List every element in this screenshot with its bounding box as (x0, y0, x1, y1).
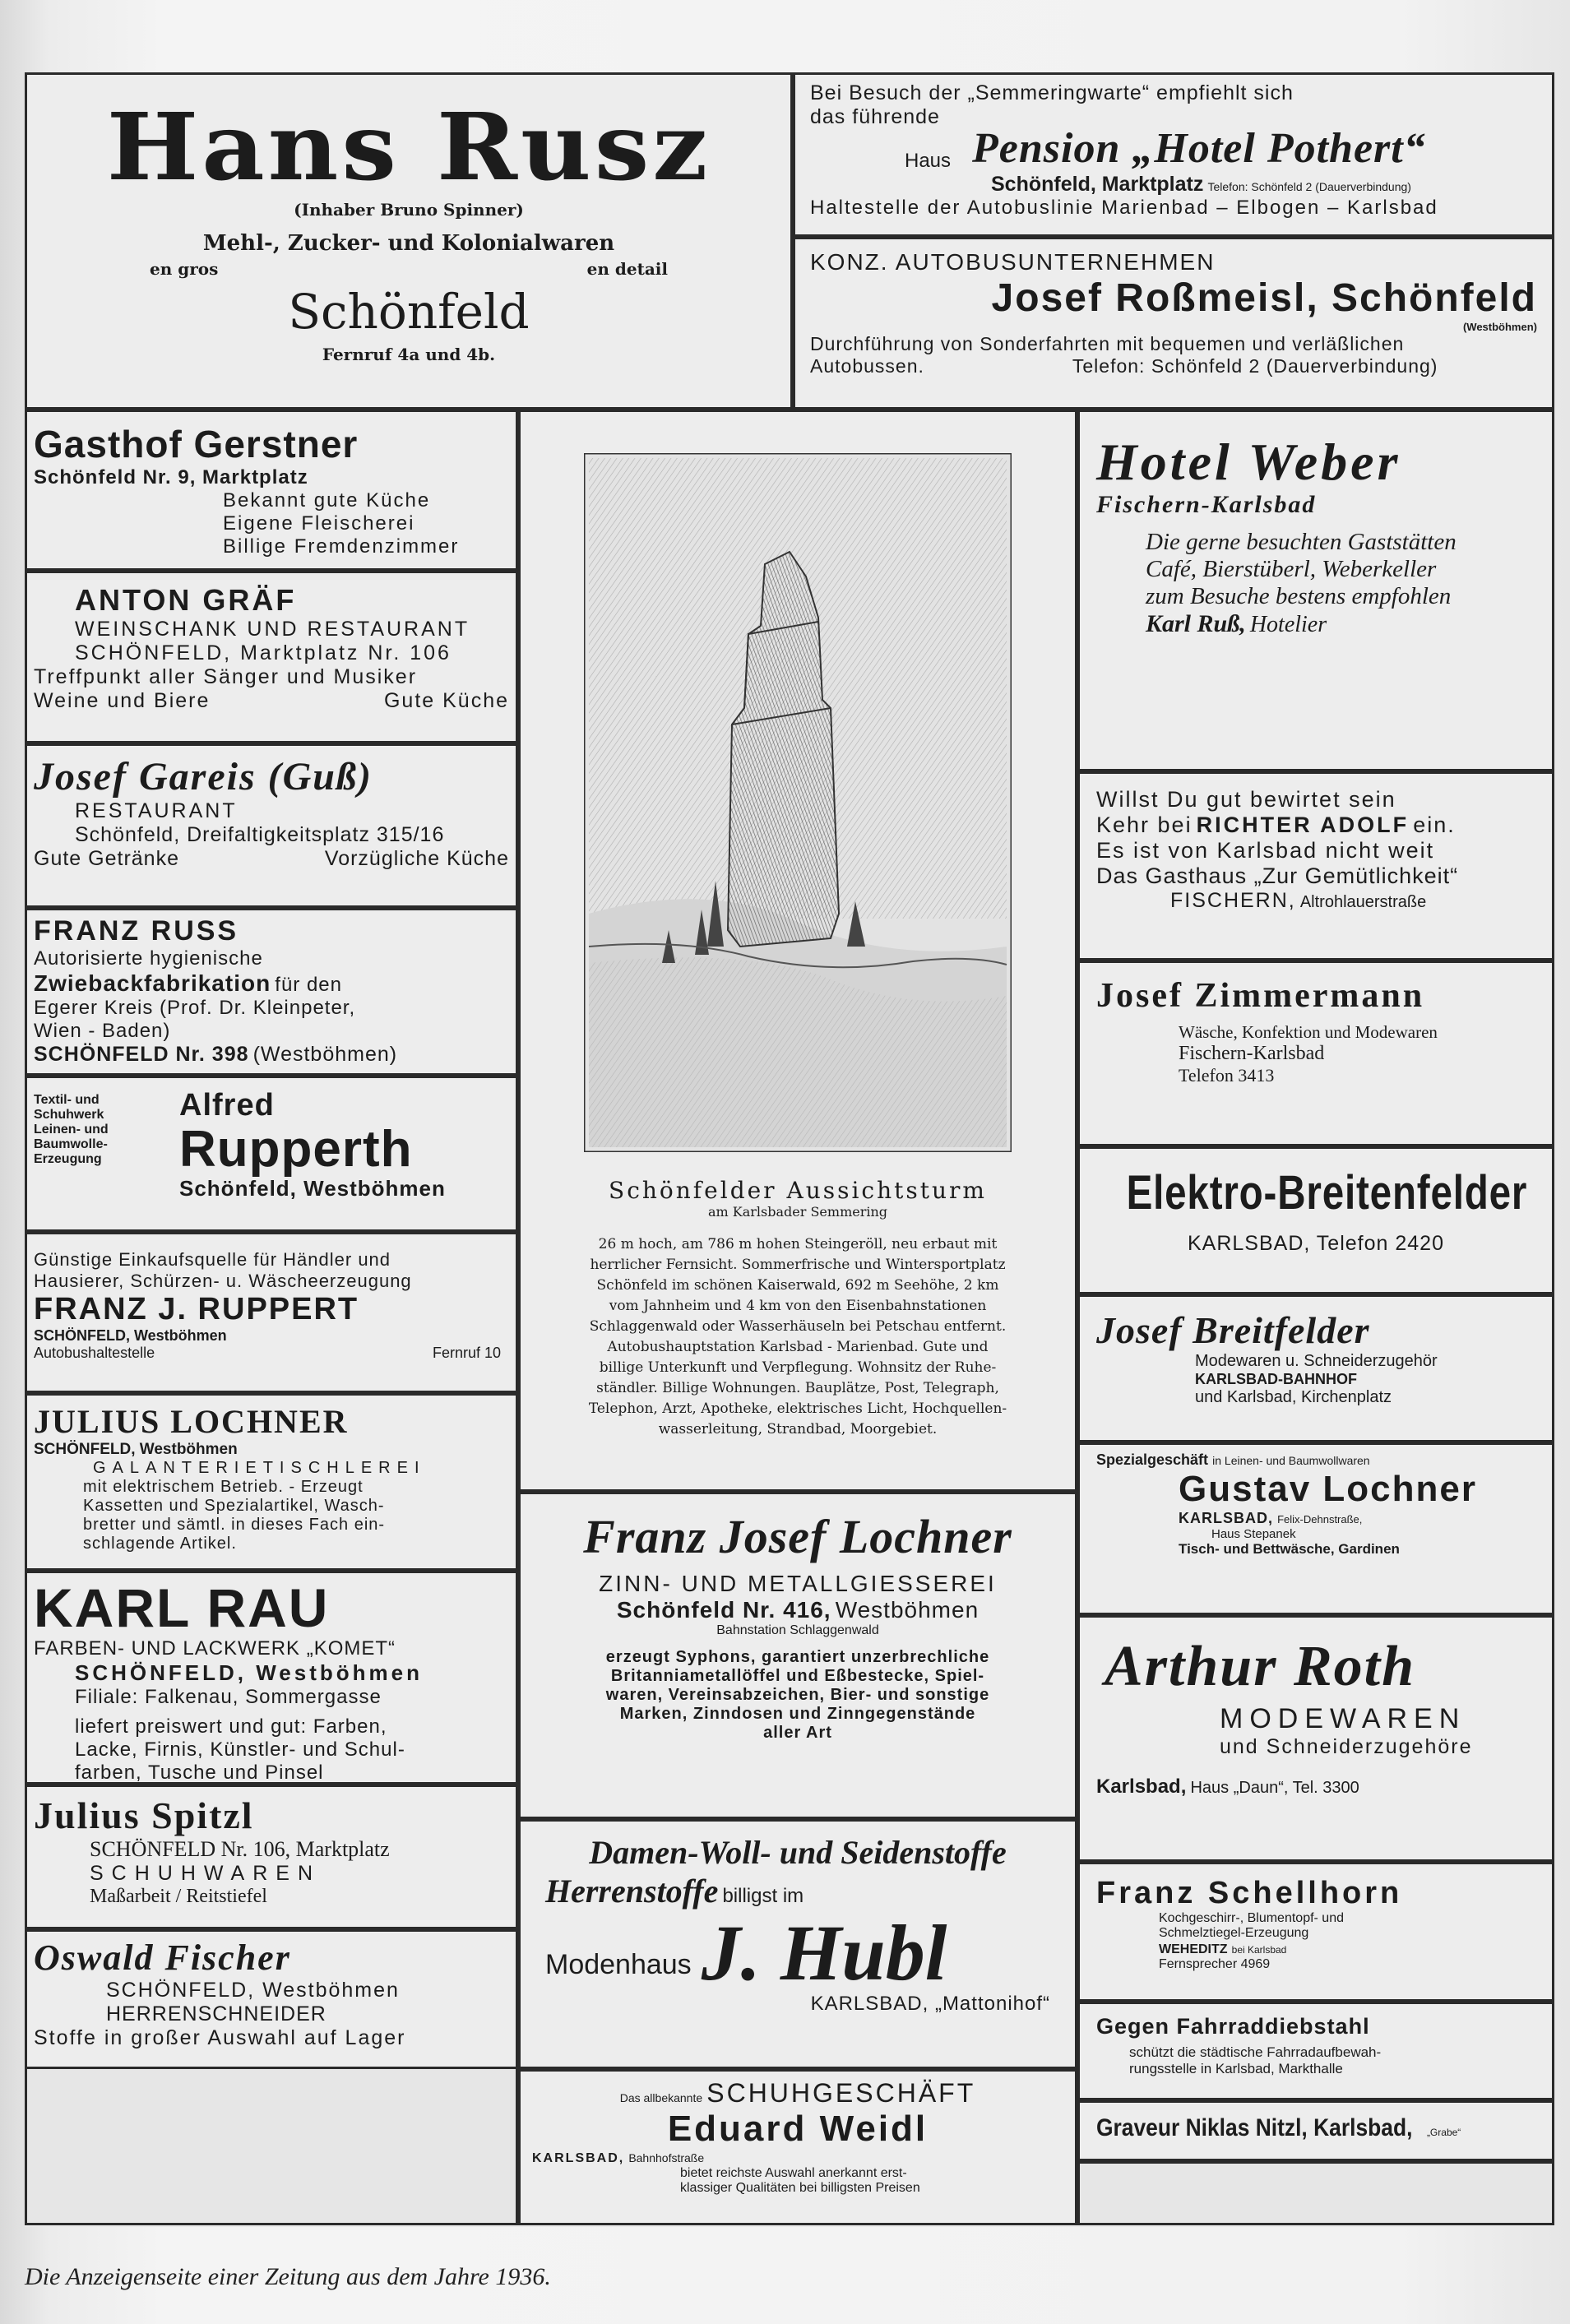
ad-line: Spezialgeschäft (1096, 1451, 1209, 1468)
en-detail: en detail (586, 259, 668, 279)
ad-subtitle: am Karlsbader Semmering (707, 1204, 888, 1220)
russ-last-row (34, 1043, 509, 1067)
ad-town: Karlsbad, (1096, 1775, 1187, 1798)
ad-line: Damen-Woll- und Seidenstoffe (589, 1834, 1007, 1871)
ad-town: KARLSBAD, (1179, 1510, 1273, 1526)
ad-line: Fischern-Karlsbad (1179, 1043, 1325, 1064)
ad-line: Wäsche, Konfektion und Modewaren (1179, 1022, 1438, 1042)
ad-address: Schönfeld Nr. 9, Marktplatz (34, 466, 308, 488)
ad-line: Durchführung von Sonderfahrten mit bequemen und verläßlichen (810, 333, 1405, 354)
ad-title: Pension „Hotel Pothert“ (972, 125, 1426, 172)
ad-line: rungsstelle in Karlsbad, Markthalle (1129, 2061, 1343, 2076)
ad-rossmeisl (793, 237, 1554, 410)
ad-phone: Fernruf 4a und 4b. (322, 345, 496, 364)
ad-line: RESTAURANT (75, 799, 238, 822)
pension-name-row (810, 124, 1537, 173)
ad-title: RICHTER ADOLF (1196, 812, 1410, 837)
ad-line: Es ist von Karlsbad nicht weit (1096, 838, 1435, 863)
rupperth-main (179, 1088, 446, 1201)
ad-title: Arthur Roth (1105, 1635, 1416, 1698)
ad-line: Egerer Kreis (Prof. Dr. Kleinpeter, (34, 997, 356, 1019)
en-gros: en gros (150, 259, 219, 279)
ad-line: Treffpunkt aller Sänger und Musiker (34, 665, 418, 688)
ad-line: Autobussen. (810, 355, 924, 377)
ad-line: Maßarbeit / Reitstiefel (90, 1886, 267, 1907)
roth-row (1096, 1775, 1535, 1799)
ad-franz-josef-lochner (518, 1492, 1077, 1819)
hubl-name-row (545, 1909, 1050, 1997)
ad-josef-breitfelder (1077, 1294, 1554, 1442)
ad-title: Josef Breitfelder (1096, 1309, 1370, 1351)
ad-first-name: Alfred (179, 1088, 275, 1123)
weber-owner-row (1146, 610, 1535, 638)
ad-pension-pothert (793, 72, 1554, 237)
ad-title: J. Hubl (701, 1909, 947, 1997)
ad-line: schlagende Artikel. (83, 1535, 237, 1553)
ad-address: Altrohlauerstraße (1299, 893, 1427, 911)
graef-last-row (34, 689, 509, 713)
ad-line: Wien - Baden) (34, 1020, 171, 1042)
ad-richter-adolf (1077, 771, 1554, 961)
rossmeisl-last-row (810, 355, 1537, 377)
ad-line: Kochgeschirr-, Blumentopf- und (1159, 1911, 1344, 1925)
ad-line: waren, Vereinsabzeichen, Bier- und sonstige (605, 1686, 990, 1704)
ad-line: Stoffe in großer Auswahl auf Lager (34, 2026, 406, 2049)
ad-line: Autorisierte hygienische (34, 947, 263, 970)
ad-header: KONZ. AUTOBUSUNTERNEHMEN (810, 249, 1216, 275)
ad-line: bietet reichste Auswahl anerkannt erst- (680, 2166, 907, 2180)
ad-line: herrlicher Fernsicht. Sommerfrische und Wintersportplatz (590, 1257, 1006, 1273)
ad-town: WEHEDITZ (1159, 1942, 1228, 1956)
ad-title: Elektro-Breitenfelder (1126, 1166, 1528, 1220)
ad-line: zum Besuche bestens empfohlen (1146, 583, 1452, 609)
ad-line: ein. (1413, 812, 1456, 837)
ad-town: Schönfeld (288, 284, 530, 340)
ad-town: SCHÖNFELD, Westböhmen (75, 1660, 423, 1685)
ad-phone: Telefon 3413 (1179, 1065, 1275, 1086)
ad-owner: (Inhaber Bruno Spinner) (294, 200, 524, 220)
ad-aussichtsturm (518, 410, 1077, 1492)
ad-line: für den (275, 974, 342, 996)
ad-phone: KARLSBAD, Telefon 2420 (1187, 1232, 1444, 1255)
ad-title: Josef Gareis (Guß) (34, 755, 373, 799)
page-caption: Die Anzeigenseite einer Zeitung aus dem Jahre 1936. (25, 2263, 551, 2290)
ad-address: Bahnhofstraße (628, 2151, 705, 2164)
ad-niklas-nitzl (1077, 2100, 1554, 2161)
ad-line: und Schneiderzugehöre (1220, 1735, 1473, 1758)
ad-goods: Mehl-, Zucker- und Kolonialwaren (202, 231, 615, 256)
ad-line: Britanniametallöffel und Eßbestecke, Spiel- (610, 1667, 985, 1685)
ad-line: Telephon, Arzt, Apotheke, elektrisches Licht, Hochquellen- (588, 1400, 1007, 1417)
ad-owner-role: Hotelier (1249, 612, 1327, 637)
ad-right-bottom-fill (1077, 2161, 1554, 2225)
richter-last-row (1170, 889, 1535, 913)
ad-line: WEINSCHANK UND RESTAURANT (75, 618, 470, 641)
ad-phone: Fernruf 10 (432, 1345, 501, 1361)
ad-franz-russ (25, 908, 518, 1076)
ad-line: erzeugt Syphons, garantiert unzerbrechliche (605, 1648, 990, 1666)
ad-josef-zimmermann (1077, 961, 1554, 1146)
ad-title: JULIUS LOCHNER (34, 1403, 349, 1440)
ad-line: Modewaren u. Schneiderzugehör (1195, 1352, 1438, 1370)
ad-line: Autobushauptstation Karlsbad - Marienbad. Gute und (607, 1339, 989, 1355)
ad-title: Gasthof Gerstner (34, 423, 359, 465)
ad-line: Bahnstation Schlaggenwald (716, 1623, 879, 1637)
ad-address: bei Karlsbad (1231, 1944, 1287, 1956)
ad-title: Gegen Fahrraddiebstahl (1096, 2014, 1370, 2039)
ad-line: billigst im (722, 1885, 804, 1907)
hubl-row (545, 1872, 1050, 1910)
ad-address: SCHÖNFELD Nr. 398 (34, 1043, 249, 1066)
ad-title: Josef Zimmermann (1096, 977, 1425, 1015)
ad-haus: Haus (905, 150, 952, 172)
ad-address: KARLSBAD, „Mattonihof“ (810, 1993, 1050, 2015)
ad-julius-lochner (25, 1393, 518, 1571)
ad-line: Kassetten und Spezialartikel, Wasch- (83, 1497, 385, 1515)
ad-line: in Leinen- und Baumwollwaren (1212, 1454, 1370, 1467)
ad-side-line: Baumwolle- (34, 1137, 108, 1151)
ad-line: Das Gasthaus „Zur Gemütlichkeit“ (1096, 863, 1459, 888)
ad-line: klassiger Qualitäten bei billigsten Preisen (680, 2181, 920, 2195)
ad-line: Die gerne besuchten Gaststätten (1146, 529, 1457, 555)
ad-oswald-fischer (25, 1929, 518, 2069)
ad-title: Franz Schellhorn (1096, 1876, 1403, 1910)
ad-line: SCHÖNFELD, Westböhmen (34, 1327, 227, 1344)
ad-line: wasserleitung, Strandbad, Moorgebiet. (658, 1421, 938, 1437)
ad-line: SCHÖNFELD, Marktplatz Nr. 106 (75, 641, 452, 664)
tower-text (537, 1177, 1058, 1440)
ad-line: Günstige Einkaufsquelle für Händler und (34, 1249, 391, 1270)
ad-line: Marken, Zinndosen und Zinngegenstände (619, 1705, 976, 1723)
ad-alfred-rupperth (25, 1076, 518, 1232)
ad-line: SCHUHWAREN (90, 1862, 322, 1885)
ad-line: Autobushaltestelle (34, 1345, 155, 1361)
ad-line: Lacke, Firnis, Künstler- und Schul- (75, 1738, 405, 1761)
ad-address: Felix-Dehnstraße, (1277, 1513, 1363, 1525)
tower-illustration (584, 453, 1012, 1152)
ad-line: Willst Du gut bewirtet sein (1096, 787, 1396, 812)
ad-line: Eigene Fleischerei (223, 512, 415, 535)
ad-title: Julius Spitzl (34, 1794, 254, 1836)
ad-title: Josef Roßmeisl, Schönfeld (991, 276, 1537, 320)
ad-julius-spitzl (25, 1785, 518, 1929)
ad-address: SCHÖNFELD Nr. 106, Marktplatz (90, 1837, 390, 1861)
ad-title: Rupperth (179, 1121, 413, 1178)
ad-title: Eduard Weidl (667, 2109, 929, 2149)
ad-region: Westböhmen (835, 1597, 980, 1623)
ad-josef-gareis (25, 743, 518, 908)
ad-line: mit elektrischem Betrieb. - Erzeugt (83, 1478, 364, 1496)
ad-title: FRANZ J. RUPPERT (34, 1292, 359, 1326)
ad-gasthof-gerstner (25, 410, 518, 571)
ad-franz-ruppert (25, 1232, 518, 1393)
ad-eduard-weidl (518, 2069, 1077, 2225)
ad-line: Tisch- und Bettwäsche, Gardinen (1179, 1541, 1400, 1557)
ad-line: Herrenstoffe (545, 1873, 719, 1910)
ad-line: ZINN- UND METALLGIESSEREI (599, 1571, 997, 1596)
ad-line: Gute Küche (383, 689, 509, 712)
weidl-addr-row (532, 2150, 1063, 2166)
ad-bus: Haltestelle der Autobuslinie Marienbad – Elbogen – Karlsbad (810, 197, 1438, 219)
ad-line: Bekannt gute Küche (223, 489, 431, 512)
ad-line: liefert preiswert und gut: Farben, (75, 1715, 387, 1738)
newspaper-page (25, 72, 1554, 2227)
ad-title: Schönfelder Aussichtsturm (609, 1177, 987, 1204)
ad-line: Schlaggenwald oder Wasserhäuseln bei Petschau entfernt. (589, 1318, 1007, 1335)
lochner-g-addr (1179, 1510, 1535, 1527)
ad-line: Das allbekannte (619, 2091, 703, 2104)
ad-karl-rau (25, 1571, 518, 1785)
ad-region: (Westböhmen) (1462, 321, 1537, 333)
ad-town: KARLSBAD, (532, 2151, 625, 2165)
gareis-last-row (34, 847, 509, 871)
russ-row (34, 970, 509, 997)
ad-fahrraddiebstahl (1077, 2002, 1554, 2100)
ad-side-line: Textil- und (34, 1093, 100, 1107)
ad-line: Schönfeld, Dreifaltigkeitsplatz 315/16 (75, 823, 445, 846)
richter-row (1096, 812, 1535, 838)
ad-side-line: Schuhwerk (34, 1108, 104, 1122)
ad-line: Hausierer, Schürzen- u. Wäscheerzeugung (34, 1271, 412, 1291)
ad-franz-schellhorn (1077, 1862, 1554, 2002)
ad-title: FRANZ RUSS (34, 915, 239, 947)
ad-line: Café, Bierstüberl, Weberkeller (1146, 556, 1437, 582)
pension-address-row (991, 173, 1537, 197)
ad-region: (Westböhmen) (252, 1043, 398, 1066)
ad-line: Kehr bei (1096, 812, 1193, 837)
ad-line: und Karlsbad, Kirchenplatz (1195, 1388, 1392, 1406)
ad-hubl (518, 1819, 1077, 2069)
ad-line: farben, Tusche und Pinsel (75, 1762, 324, 1784)
ad-line: billige Unterkunft und Verpflegung. Wohnsitz der Ruhe- (599, 1359, 997, 1376)
ad-town: Schönfeld, Westböhmen (179, 1176, 446, 1201)
ad-line: Filiale: Falkenau, Sommergasse (75, 1686, 382, 1708)
ad-town: SCHÖNFELD, Westböhmen (106, 1979, 400, 2002)
ad-line: aller Art (763, 1724, 832, 1742)
ad-elektro-breitenfelder (1077, 1146, 1554, 1294)
ad-arthur-roth (1077, 1615, 1554, 1862)
ad-line: ständler. Billige Wohnungen. Bauplätze, Post, Telegraph, (596, 1380, 999, 1396)
ad-line: bretter und sämtl. in dieses Fach ein- (83, 1516, 386, 1534)
ad-left-bottom-fill (25, 2069, 518, 2225)
ad-line: GALANTERIETISCHLEREI (93, 1459, 426, 1477)
ad-title: Franz Josef Lochner (583, 1510, 1012, 1563)
ad-line: MODEWAREN (1220, 1703, 1466, 1734)
ad-address: Haus „Daun“, Tel. 3300 (1190, 1779, 1359, 1797)
ad-header: SCHUHGESCHÄFT (706, 2078, 976, 2108)
ad-owner: Karl Ruß, (1146, 610, 1246, 637)
ad-line: vom Jahnheim und 4 km von den Eisenbahnstationen (609, 1298, 987, 1314)
ad-line: KARLSBAD-BAHNHOF (1195, 1371, 1357, 1387)
ad-title: Oswald Fischer (34, 1937, 291, 1978)
ad-gustav-lochner (1077, 1442, 1554, 1615)
ad-line: das führende (810, 105, 940, 128)
ad-line: Billige Fremdenzimmer (223, 535, 460, 558)
ad-side-line: Leinen- und (34, 1123, 109, 1137)
ad-line: FARBEN- UND LACKWERK „KOMET“ (34, 1637, 396, 1660)
ad-phone: Telefon: Schönfeld 2 (Dauerverbindung) (1207, 180, 1411, 193)
ad-title: KARL RAU (34, 1577, 330, 1638)
ad-line: Schönfeld im schönen Kaiserwald, 692 m Seehöhe, 2 km (596, 1277, 999, 1294)
ad-title: Hans Rusz (106, 92, 711, 201)
ad-line: 26 m hoch, am 786 m hohen Steingeröll, neu erbaut mit (598, 1236, 998, 1252)
schellhorn-row (1159, 1941, 1535, 1957)
lochner-fj-row (532, 1597, 1063, 1623)
rupperth-side (34, 1093, 165, 1167)
ad-gros-detail-row (150, 259, 668, 279)
lochner-g-row (1096, 1451, 1535, 1469)
ad-place: Fischern-Karlsbad (1096, 491, 1317, 518)
ad-line: Bei Besuch der „Semmeringwarte“ empfiehlt sich (810, 81, 1294, 104)
ad-title: Graveur Niklas Nitzl, Karlsbad, (1096, 2114, 1413, 2141)
ad-address: Schönfeld, Marktplatz (991, 173, 1204, 196)
ad-line: schützt die städtische Fahrradaufbewah- (1129, 2044, 1382, 2060)
ruppert-last-row (34, 1345, 509, 1362)
ad-town: FISCHERN, (1170, 889, 1296, 912)
ad-line: Schmelztiegel-Erzeugung (1159, 1926, 1309, 1940)
ad-phone: Fernsprecher 4969 (1159, 1957, 1271, 1971)
ad-address: Schönfeld Nr. 416, (616, 1597, 831, 1623)
ad-line: Weine und Biere (34, 689, 211, 712)
ad-anton-graef (25, 571, 518, 743)
ad-line: SCHÖNFELD, Westböhmen (34, 1441, 238, 1458)
ad-line: Gute Getränke (34, 847, 179, 870)
ad-modenhaus: Modenhaus (545, 1949, 692, 1980)
ad-line: HERRENSCHNEIDER (106, 2002, 327, 2025)
ad-hans-rusz (25, 72, 793, 410)
ad-hotel-weber (1077, 410, 1554, 771)
ad-line: Vorzügliche Küche (324, 847, 509, 870)
ad-title: ANTON GRÄF (75, 583, 297, 617)
ad-tail: „Grabe“ (1426, 2127, 1461, 2138)
ad-phone: Telefon: Schönfeld 2 (Dauerverbindung) (1072, 355, 1438, 377)
ad-title: Gustav Lochner (1179, 1469, 1477, 1509)
weidl-row (532, 2078, 1063, 2109)
ad-title: Hotel Weber (1096, 433, 1401, 491)
ad-line: Haus Stepanek (1211, 1527, 1296, 1541)
ad-side-line: Erzeugung (34, 1152, 102, 1166)
ad-line: Zwiebackfabrikation (34, 970, 271, 996)
